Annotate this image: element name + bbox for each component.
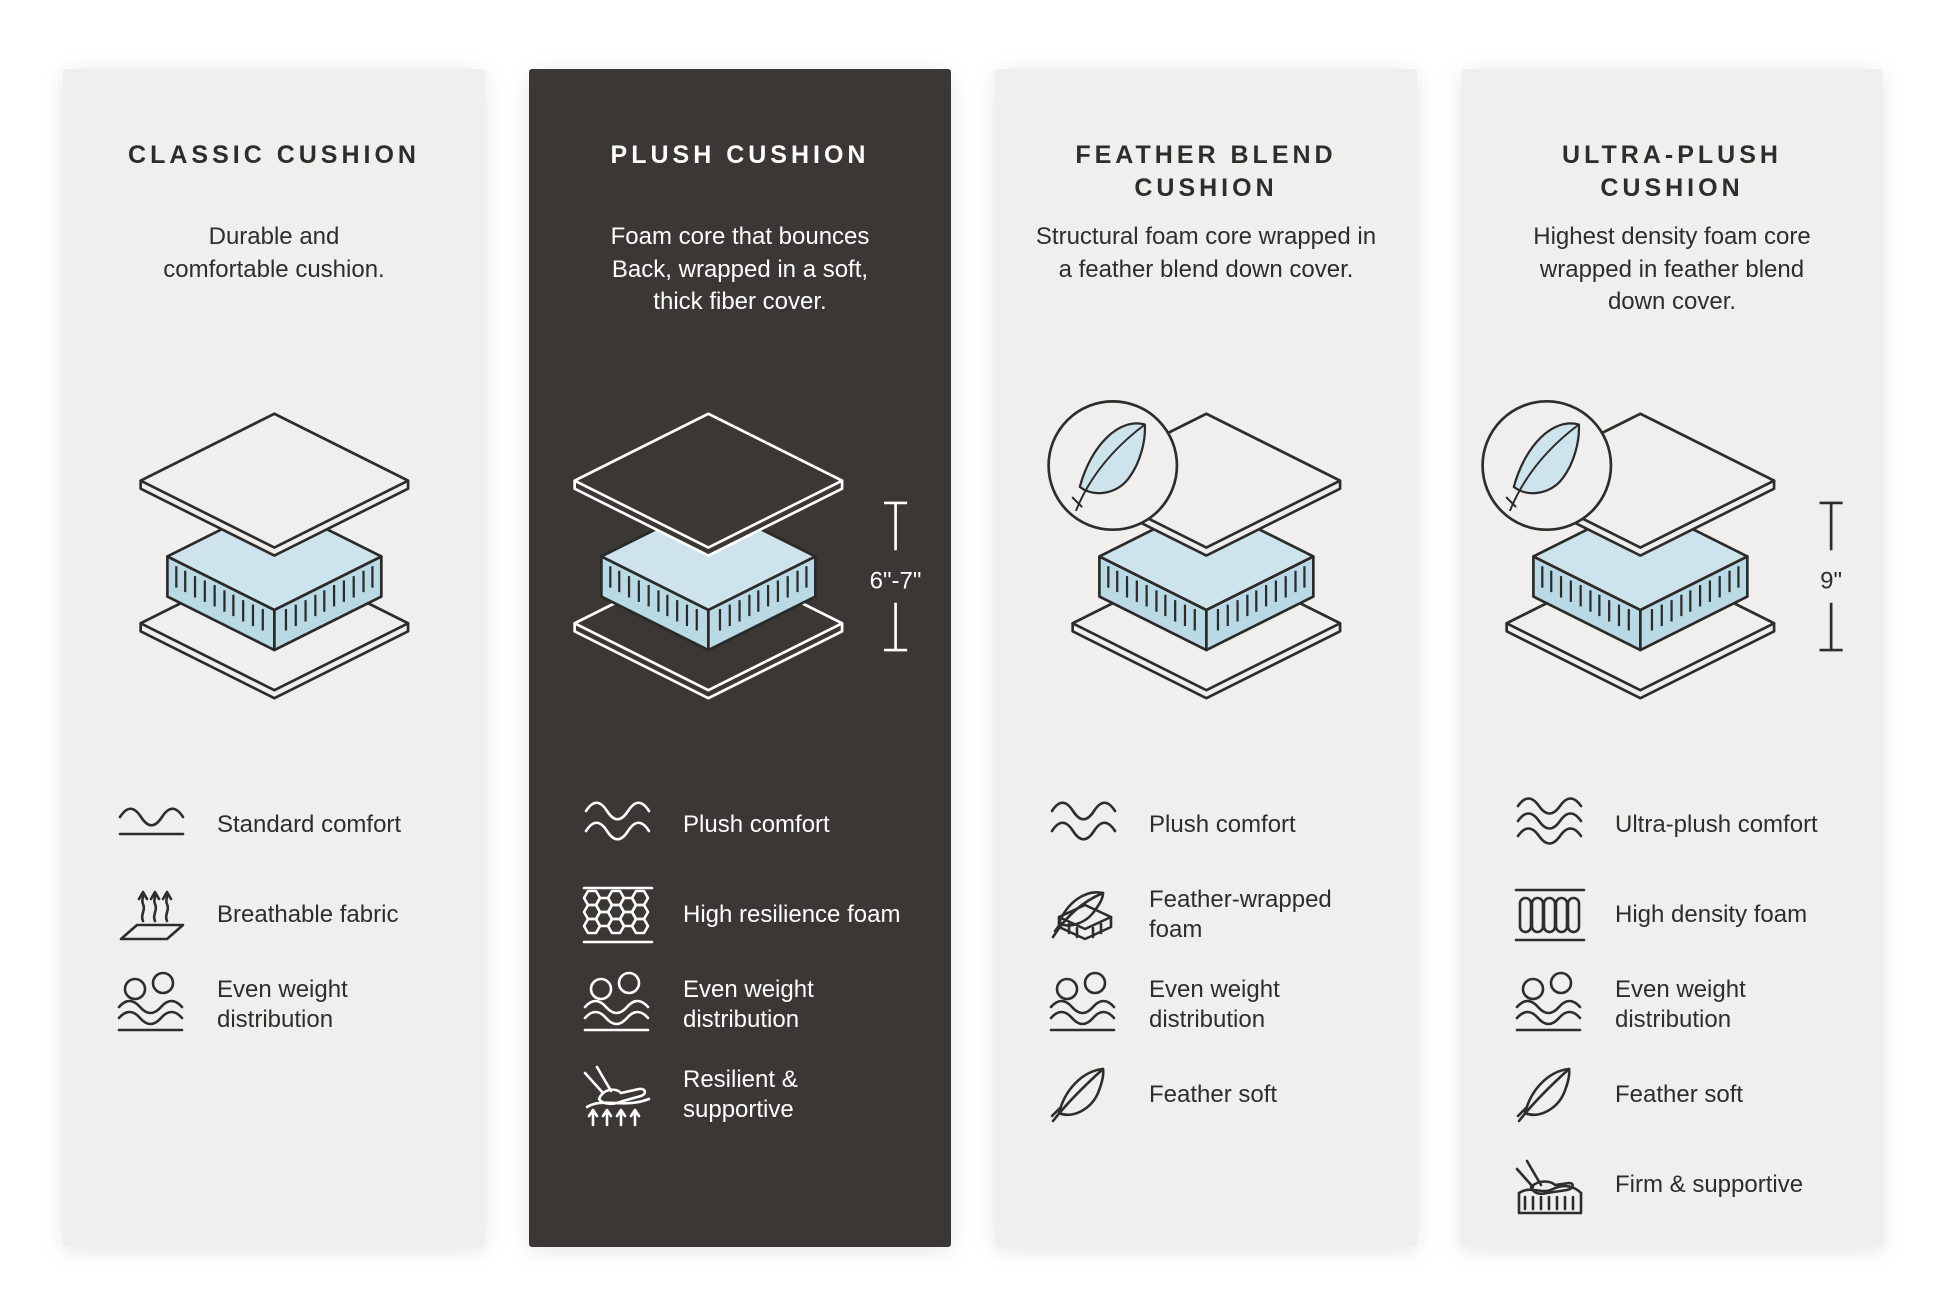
even-weight-icon bbox=[1511, 973, 1589, 1037]
feather-icon bbox=[1045, 1063, 1123, 1127]
feature-label: High resilience foam bbox=[683, 901, 901, 928]
top-layer bbox=[575, 414, 842, 556]
measurement-label: 9" bbox=[1820, 567, 1843, 595]
breathable-fabric-icon bbox=[113, 883, 191, 947]
feature-row bbox=[1511, 973, 1847, 1037]
card-title: CLASSIC CUSHION bbox=[128, 141, 420, 169]
feature-label: Standard comfort bbox=[217, 811, 402, 838]
feather-icon bbox=[1511, 1063, 1589, 1127]
feature-row bbox=[579, 1063, 915, 1127]
feature-label: Plush comfort bbox=[683, 811, 830, 838]
card-classic-cushion bbox=[63, 69, 485, 1247]
feature-label: Even weight distribution bbox=[1149, 976, 1280, 1033]
cushion-layers-illustration bbox=[565, 337, 922, 767]
feature-label: Feather soft bbox=[1149, 1081, 1278, 1108]
feature-row bbox=[1511, 1153, 1847, 1217]
feather-badge-icon bbox=[1048, 401, 1176, 529]
cushion-layers-illustration bbox=[99, 337, 449, 767]
card-description: Highest density foam core wrapped in feather blend down cover. bbox=[1533, 223, 1811, 316]
feature-row bbox=[1045, 883, 1381, 947]
feature-list bbox=[565, 793, 915, 1127]
even-weight-icon bbox=[113, 973, 191, 1037]
card-title: ULTRA-PLUSH CUSHION bbox=[1562, 141, 1782, 202]
card-feather-blend-cushion bbox=[995, 69, 1417, 1247]
feature-row bbox=[1045, 973, 1381, 1037]
even-weight-icon bbox=[1045, 973, 1123, 1037]
feature-row bbox=[579, 973, 915, 1037]
feature-row bbox=[113, 883, 449, 947]
waves-icon bbox=[1045, 793, 1123, 857]
honeycomb-foam-icon bbox=[579, 883, 657, 947]
feature-list bbox=[1031, 793, 1381, 1127]
feature-row bbox=[579, 883, 915, 947]
feature-row bbox=[579, 793, 915, 857]
feature-label: Ultra-plush comfort bbox=[1615, 811, 1818, 838]
waves-icon bbox=[113, 793, 191, 857]
feature-row bbox=[1511, 883, 1847, 947]
feature-row bbox=[1511, 793, 1847, 857]
resilient-icon bbox=[579, 1063, 657, 1127]
feature-label: Feather-wrapped foam bbox=[1149, 886, 1332, 943]
even-weight-icon bbox=[579, 973, 657, 1037]
feature-list bbox=[1497, 793, 1847, 1217]
feature-label: Even weight distribution bbox=[683, 976, 814, 1033]
card-plush-cushion bbox=[529, 69, 951, 1247]
feather-foam-icon bbox=[1045, 883, 1123, 947]
firm-support-icon bbox=[1511, 1153, 1589, 1217]
feature-row bbox=[1045, 1063, 1381, 1127]
card-description: Foam core that bounces Back, wrapped in a soft, thick fiber cover. bbox=[610, 223, 870, 316]
card-ultra-plush-cushion bbox=[1461, 69, 1883, 1247]
feature-row bbox=[113, 973, 449, 1037]
feature-label: Firm & supportive bbox=[1615, 1171, 1804, 1198]
feather-badge-icon bbox=[1483, 401, 1611, 529]
waves-icon bbox=[1511, 793, 1589, 857]
feature-label: High density foam bbox=[1615, 901, 1808, 928]
card-title: PLUSH CUSHION bbox=[610, 141, 870, 169]
card-title: FEATHER BLEND CUSHION bbox=[1075, 141, 1337, 202]
feature-list bbox=[99, 793, 449, 1037]
cushion-layers-illustration bbox=[1031, 337, 1381, 767]
feature-row bbox=[1511, 1063, 1847, 1127]
top-layer bbox=[140, 414, 407, 556]
waves-icon bbox=[579, 793, 657, 857]
feature-row bbox=[113, 793, 449, 857]
measurement-label: 6"-7" bbox=[870, 567, 922, 595]
feature-row bbox=[1045, 793, 1381, 857]
feature-label: Plush comfort bbox=[1149, 811, 1296, 838]
card-description: Structural foam core wrapped in a feather blend down cover. bbox=[1035, 223, 1377, 283]
feature-label: Even weight distribution bbox=[217, 976, 348, 1033]
high-density-foam-icon bbox=[1511, 883, 1589, 947]
feature-label: Feather soft bbox=[1615, 1081, 1744, 1108]
feature-label: Resilient & supportive bbox=[683, 1066, 798, 1123]
card-description: Durable and comfortable cushion. bbox=[163, 223, 385, 283]
cushion-layers-illustration bbox=[1497, 337, 1847, 767]
feature-label: Even weight distribution bbox=[1615, 976, 1746, 1033]
feature-label: Breathable fabric bbox=[217, 901, 399, 928]
